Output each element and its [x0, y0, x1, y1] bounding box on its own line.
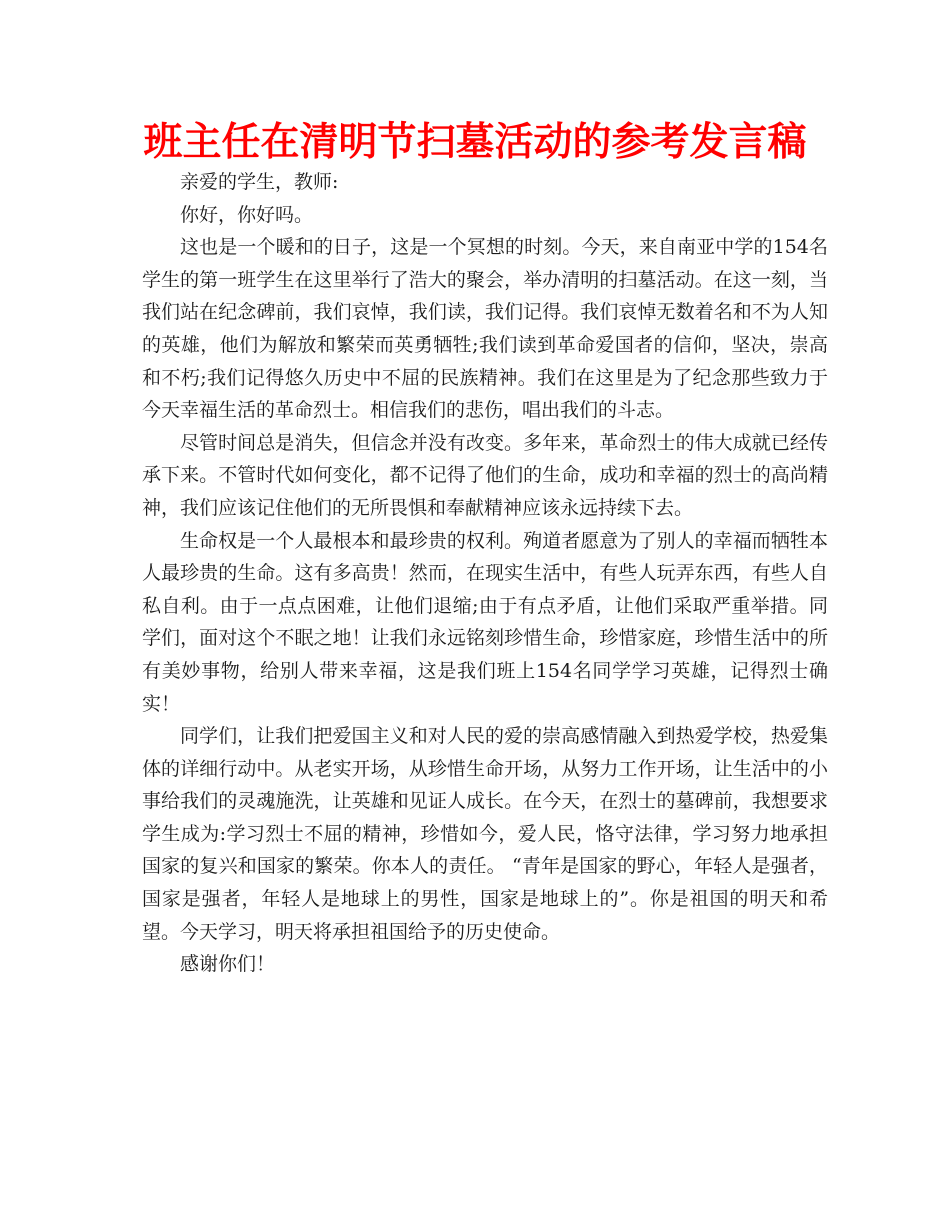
- paragraph-closing: 感谢你们！: [180, 953, 276, 976]
- paragraph: 这也是一个暖和的日子，这是一个冥想的时刻。今天，来自南亚中学的154名学生的第一班学生在这里举行了浩大的聚会，举办清明的扫墓活动。在这一刻，当我们站在纪念碑前，我们哀悼，我们读，我们记得。我们哀悼无数着名和不为人知的英雄，他们为解放和繁荣而英勇牺牲;我们读到革命爱国者的信仰，坚决，崇高和不朽;我们记得悠久历史中不屈的民族精神。我们在这里是为了纪念那些致力于今天幸福生活的革命烈士。相信我们的悲伤，唱出我们的斗志。: [142, 236, 828, 422]
- paragraph-salutation: 亲爱的学生，教师:: [180, 171, 339, 193]
- paragraph: 同学们，让我们把爱国主义和对人民的爱的崇高感情融入到热爱学校，热爱集体的详细行动中。从老实开场，从珍惜生命开场，从努力工作开场，让生活中的小事给我们的灵魂施洗，让英雄和见证人成长。在今天，在烈士的墓碑前，我想要求学生成为:学习烈士不屈的精神，珍惜如今，爱人民，恪守法律，学习努力地承担国家的复兴和国家的繁荣。你本人的责任。 “青年是国家的野心，年轻人是强者，国家是强者，年轻人是地球上的男性，国家是地球上的”。你是祖国的明天和希望。今天学习，明天将承担祖国给予的历史使命。: [142, 725, 828, 943]
- document-title: 班主任在清明节扫墓活动的参考发言稿: [143, 120, 807, 165]
- document-body: [142, 166, 828, 981]
- paragraph-greeting: 你好，你好吗。: [180, 203, 314, 226]
- paragraph: 生命权是一个人最根本和最珍贵的权利。殉道者愿意为了别人的幸福而牺牲本人最珍贵的生命。这有多高贵！然而，在现实生活中，有些人玩弄东西，有些人自私自利。由于一点点困难，让他们退缩;由于有点矛盾，让他们采取严重举措。同学们，面对这个不眠之地！让我们永远铭刻珍惜生命，珍惜家庭，珍惜生活中的所有美妙事物，给别人带来幸福，这是我们班上154名同学学习英雄，记得烈士确实！: [142, 529, 828, 715]
- paragraph: 尽管时间总是消失，但信念并没有改变。多年来，革命烈士的伟大成就已经传承下来。不管时代如何变化，都不记得了他们的生命，成功和幸福的烈士的高尚精神，我们应该记住他们的无所畏惧和奉献精神应该永远持续下去。: [142, 431, 828, 519]
